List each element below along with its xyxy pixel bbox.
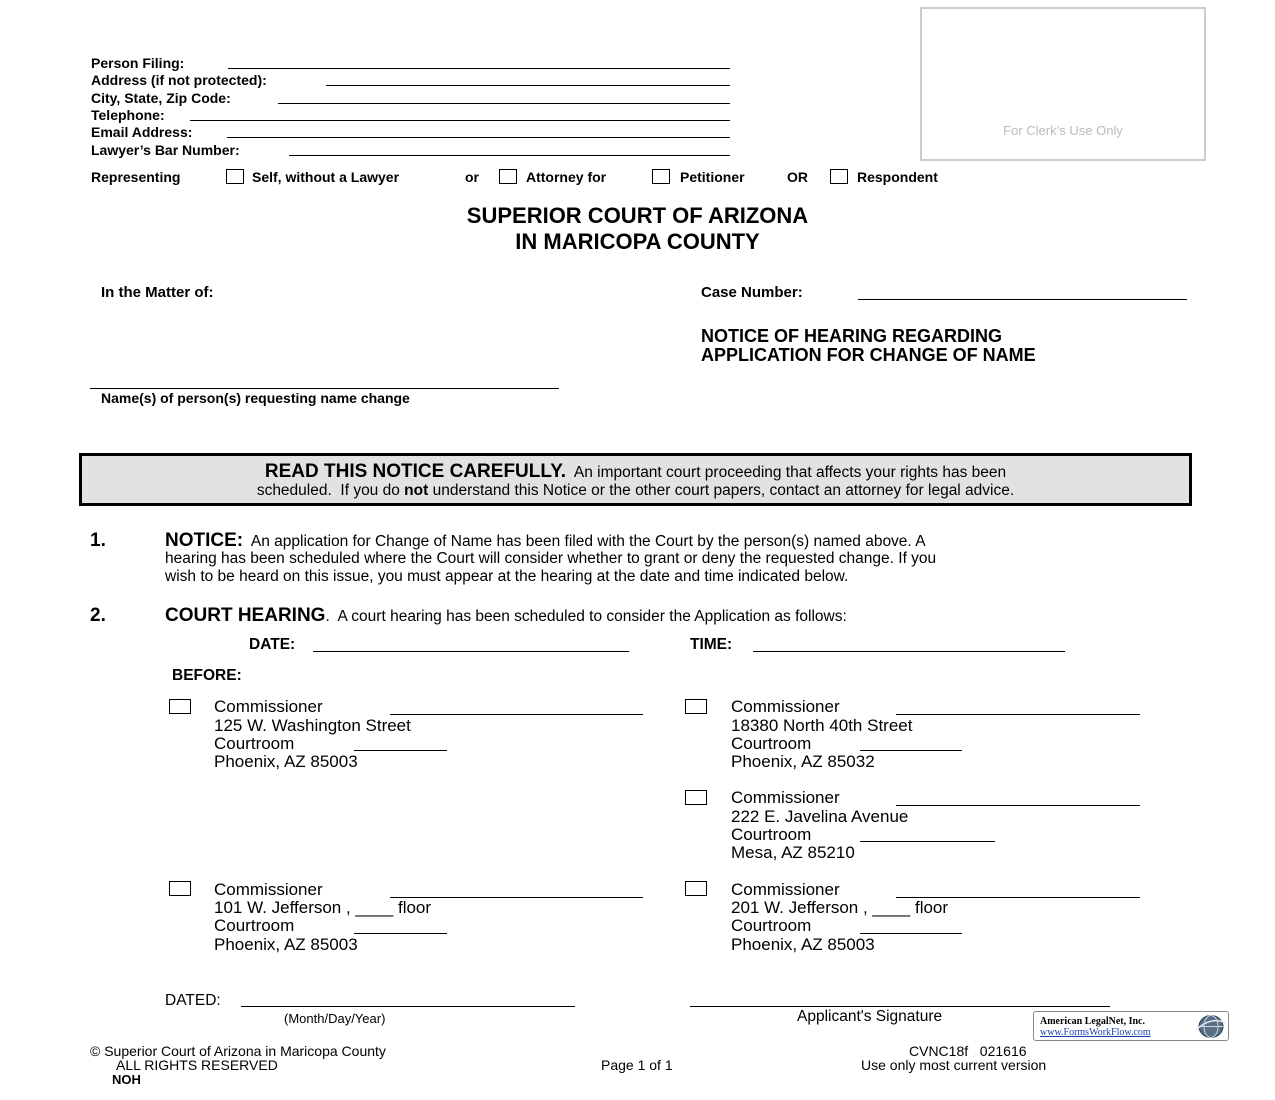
location-street: 101 W. Jefferson , ____ floor <box>214 898 432 917</box>
telephone-field[interactable] <box>190 120 730 121</box>
document-title-line2: APPLICATION FOR CHANGE OF NAME <box>701 345 1036 365</box>
section1-number: 1. <box>90 530 106 551</box>
address-label: Address (if not protected): <box>91 72 267 88</box>
time-label: TIME: <box>690 636 733 653</box>
location-checkbox-north-40th[interactable] <box>685 699 707 714</box>
footer-form-code: NOH <box>112 1072 141 1087</box>
court-title-line2: IN MARICOPA COUNTY <box>515 229 760 254</box>
case-number-field[interactable] <box>858 299 1187 300</box>
names-field[interactable] <box>90 388 559 389</box>
applicant-signature-label: Applicant's Signature <box>797 1008 943 1025</box>
notice-text-2a: scheduled. If you do <box>256 482 405 499</box>
respondent-checkbox[interactable] <box>830 169 848 184</box>
date-field[interactable] <box>313 651 629 652</box>
case-number-label: Case Number: <box>701 284 803 301</box>
location-courtroom-label: Courtroom <box>731 916 812 935</box>
self-label: Self, without a Lawyer <box>252 169 400 185</box>
location-city: Phoenix, AZ 85032 <box>731 752 875 771</box>
city-state-zip-label: City, State, Zip Code: <box>91 90 231 106</box>
location-checkbox-washington[interactable] <box>169 699 191 714</box>
before-label: BEFORE: <box>172 667 242 684</box>
commissioner-field-washington[interactable] <box>390 714 643 715</box>
bar-number-field[interactable] <box>289 155 730 156</box>
location-commissioner-label: Commissioner <box>731 880 840 899</box>
date-label: DATE: <box>249 636 296 653</box>
bar-number-label: Lawyer’s Bar Number: <box>91 142 240 158</box>
person-filing-label: Person Filing: <box>91 55 185 71</box>
footer-form-id: CVNC18f 021616 <box>909 1043 1027 1059</box>
location-checkbox-101-jefferson[interactable] <box>169 881 191 896</box>
section2-text: . A court hearing has been scheduled to consider the Application as follows: <box>325 608 847 625</box>
section1-heading: NOTICE: <box>165 530 244 551</box>
footer-copyright: © Superior Court of Arizona in Maricopa County <box>90 1043 386 1059</box>
location-city: Mesa, AZ 85210 <box>731 843 855 862</box>
location-checkbox-201-jefferson[interactable] <box>685 881 707 896</box>
location-courtroom-label: Courtroom <box>731 825 812 844</box>
logo-company-name: American LegalNet, Inc. <box>1040 1016 1145 1027</box>
section2-number: 2. <box>90 605 106 626</box>
attorney-label: Attorney for <box>526 169 607 185</box>
notice-heading: READ THIS NOTICE CAREFULLY. <box>264 461 567 482</box>
globe-icon <box>1193 1014 1227 1039</box>
applicant-signature-field[interactable] <box>690 1006 1110 1007</box>
or-label: or <box>465 169 479 185</box>
location-city: Phoenix, AZ 85003 <box>214 752 358 771</box>
notice-line-2 <box>82 482 1189 500</box>
notice-text-2c: understand this Notice or the other court papers, contact an attorney for legal advice. <box>428 482 1015 499</box>
footer-version-note: Use only most current version <box>861 1057 1047 1073</box>
location-courtroom-label: Courtroom <box>214 916 295 935</box>
read-notice-box <box>79 453 1192 506</box>
city-state-zip-field[interactable] <box>278 103 730 104</box>
document-title-line1: NOTICE OF HEARING REGARDING <box>701 326 1003 346</box>
footer-page-number: Page 1 of 1 <box>601 1057 673 1073</box>
location-courtroom-label: Courtroom <box>214 734 295 753</box>
court-title-line1: SUPERIOR COURT OF ARIZONA <box>466 203 809 228</box>
petitioner-label: Petitioner <box>680 169 745 185</box>
location-street: 201 W. Jefferson , ____ floor <box>731 898 949 917</box>
section1-line3: wish to be heard on this issue, you must appear at the hearing at the date and time indicated below. <box>165 568 849 585</box>
matter-label: In the Matter of: <box>101 284 214 301</box>
attorney-checkbox[interactable] <box>499 169 517 184</box>
location-street: 222 E. Javelina Avenue <box>731 807 909 826</box>
courtroom-field-101-jefferson[interactable] <box>354 933 447 934</box>
notice-text-1: An important court proceeding that affects your rights has been <box>573 464 1007 481</box>
courtroom-field-north-40th[interactable] <box>860 750 962 751</box>
location-checkbox-javelina[interactable] <box>685 790 707 805</box>
dated-label: DATED: <box>165 992 221 1009</box>
section1-line2: hearing has been scheduled where the Court will consider whether to grant or deny the requested change. If you <box>165 550 937 567</box>
location-street: 125 W. Washington Street <box>214 716 411 735</box>
respondent-label: Respondent <box>857 169 938 185</box>
location-commissioner-label: Commissioner <box>731 697 840 716</box>
date-format-hint: (Month/Day/Year) <box>284 1011 386 1026</box>
petitioner-checkbox[interactable] <box>652 169 670 184</box>
self-checkbox[interactable] <box>226 169 244 184</box>
section1-text1: An application for Change of Name has been filed with the Court by the person(s) named above. A <box>250 533 926 550</box>
location-commissioner-label: Commissioner <box>731 788 840 807</box>
time-field[interactable] <box>753 651 1065 652</box>
section1-line1 <box>165 530 926 552</box>
footer-rights: ALL RIGHTS RESERVED <box>116 1057 278 1073</box>
telephone-label: Telephone: <box>91 107 165 123</box>
representing-label: Representing <box>91 169 181 185</box>
section2-line <box>165 605 847 627</box>
location-street: 18380 North 40th Street <box>731 716 913 735</box>
person-filing-field[interactable] <box>228 68 730 69</box>
notice-line-1 <box>82 461 1189 483</box>
clerk-use-label: For Clerk’s Use Only <box>1003 123 1123 138</box>
or-label-2: OR <box>787 169 808 185</box>
location-commissioner-label: Commissioner <box>214 697 323 716</box>
notice-text-2b: not <box>404 482 429 499</box>
courtroom-field-201-jefferson[interactable] <box>860 933 962 934</box>
dated-field[interactable] <box>241 1006 575 1007</box>
address-field[interactable] <box>326 85 730 86</box>
names-label: Name(s) of person(s) requesting name change <box>101 390 410 406</box>
email-label: Email Address: <box>91 124 193 140</box>
commissioner-field-north-40th[interactable] <box>896 714 1140 715</box>
american-legalnet-logo <box>1033 1011 1229 1041</box>
location-commissioner-label: Commissioner <box>214 880 323 899</box>
logo-website-link[interactable]: www.FormsWorkFlow.com <box>1040 1027 1151 1038</box>
section2-heading: COURT HEARING <box>165 605 326 626</box>
location-courtroom-label: Courtroom <box>731 734 812 753</box>
courtroom-field-javelina[interactable] <box>860 841 995 842</box>
location-city: Phoenix, AZ 85003 <box>731 935 875 954</box>
location-city: Phoenix, AZ 85003 <box>214 935 358 954</box>
courtroom-field-washington[interactable] <box>354 750 447 751</box>
commissioner-field-javelina[interactable] <box>896 805 1140 806</box>
email-field[interactable] <box>227 137 730 138</box>
